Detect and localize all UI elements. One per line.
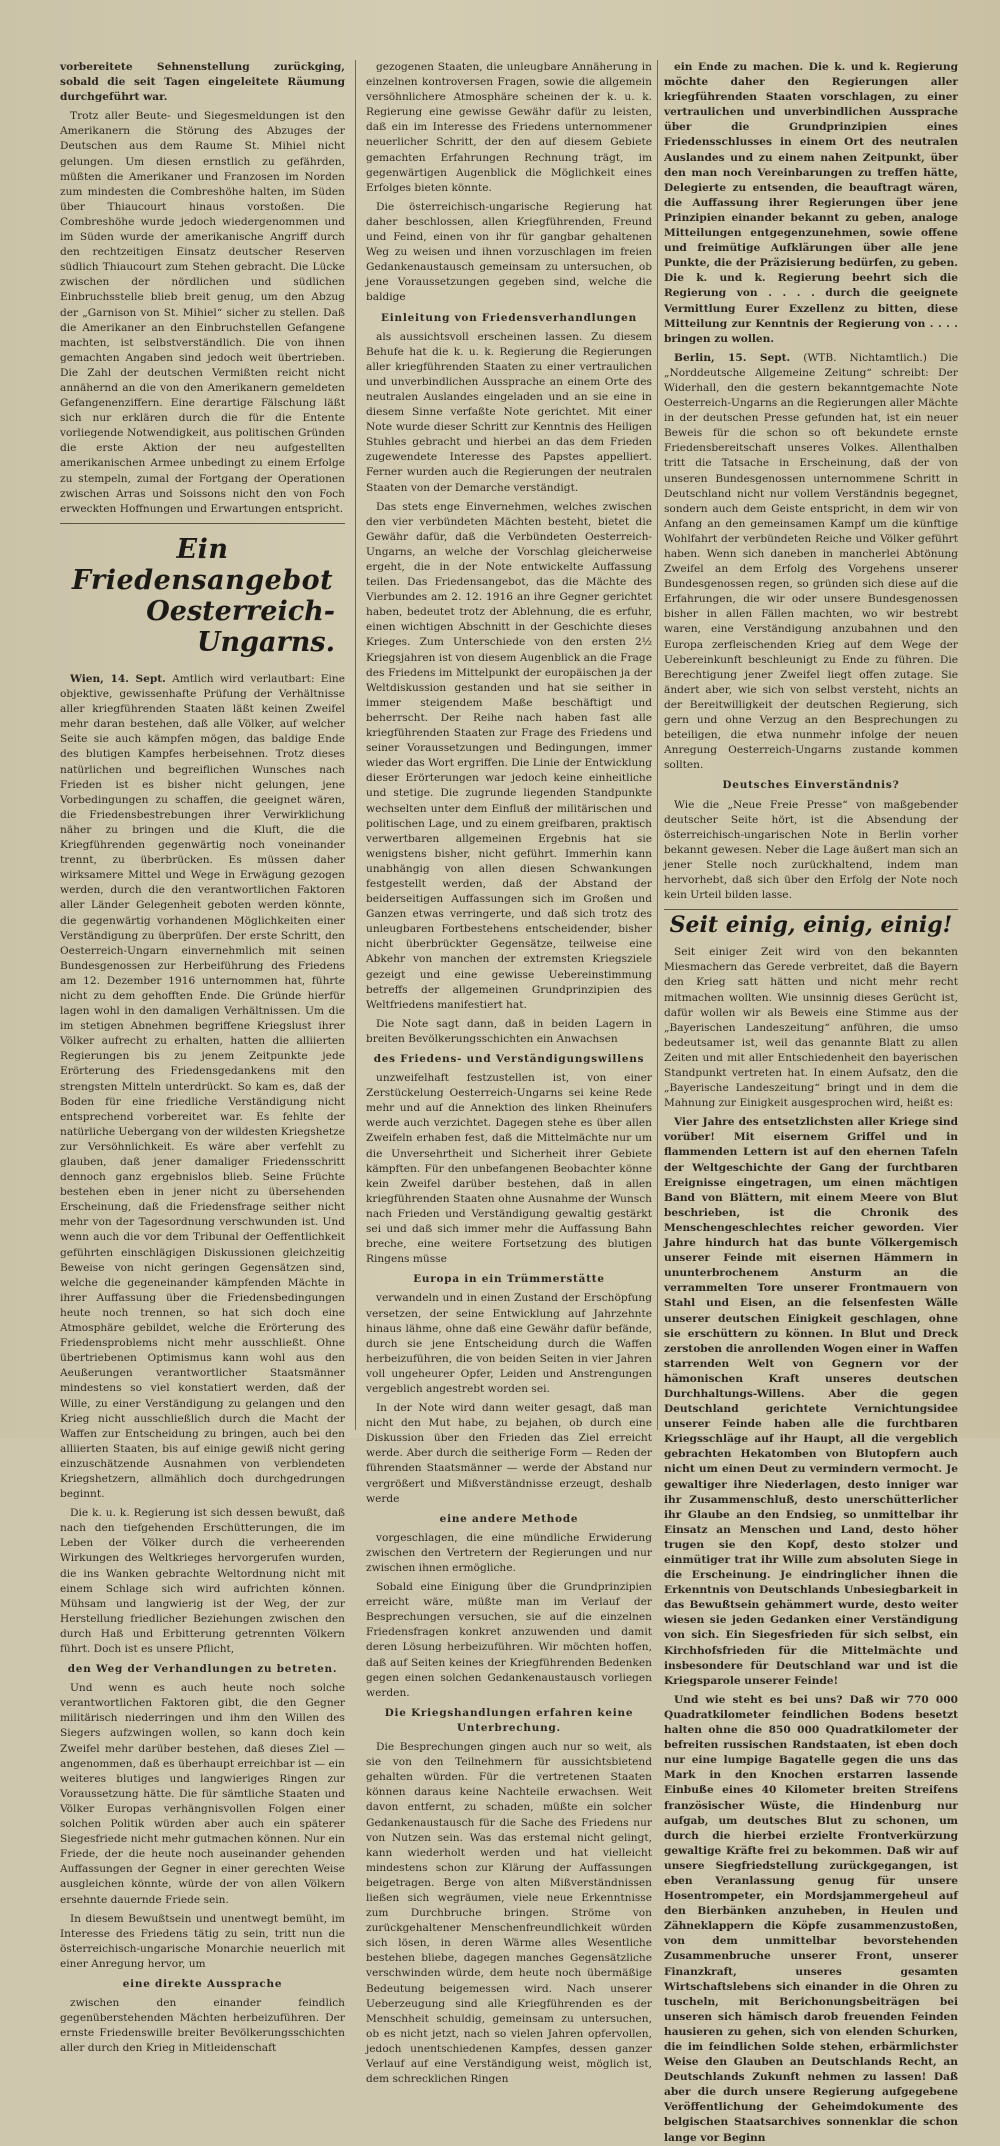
article-paragraph: Und wenn es auch heute noch solche verantwortlichen Faktoren gibt, die den Gegner militärisch niederringen und ihm den Willen des Siegers aufzwingen wollen, so kann doch kein Zweifel mehr darüber bestehen, daß dieses Ziel — angenommen, daß es überhaupt erreichbar ist — ein weiteres blutiges und langwieriges Ringen zur Voraussetzung hätte. Die für sämtliche Staaten und Völker Europas verhängnisvollen Folgen einer solchen Politik würden aber auch ein späterer Siegesfriede nicht mehr gutmachen können. Nur ein Friede, der die heute noch auseinander gehenden Auffassungen der Gegner in einer gerechten Weise ausgleichen könnte, würde der von allen Völkern ersehnte dauernde Friede sein.: [60, 1682, 345, 1906]
paragraph-text: (WTB. Nichtamtlich.) Die „Norddeutsche Allgemeine Zeitung“ schreibt: Der Widerhall, den die gestern bekanntgemachte Note Oesterreich-Ungarns an die Regierungen aller Mächte in der deutschen Presse gefunden hat, ist ein neuer Beweis für die schon so oft bekundete ernste Friedensbereitschaft unseres Volkes. Allenthalben tritt die Tatsache in Erscheinung, daß der von unseren Bundesgenossen unternommene Schritt in Deutschland nicht nur vollem Verständnis begegnet, sondern auch dem Geiste entspricht, in dem wir von Anfang an den gemeinsamen Kampf um die künftige Wohlfahrt der verbündeten Reiche und Völker geführt haben. Wenn sich daneben in mancherlei Abtönung Zweifel an dem Erfolg des Vorgehens unserer Bundesgenossen regen, so gründen sich diese auf die Erfahrungen, die wir oder unsere Bundesgenossen bisher in allen Fällen machten, wo wir bestrebt waren, eine Verständigung anzubahnen und den Europa zerfleischenden Krieg auf dem Wege der Uebereinkunft beschleunigt zu Ende zu führen. Die Berechtigung jener Zweifel liegt offen zutage. Sie ändert aber, wie sich von selbst versteht, nichts an der Bereitwilligkeit der deutschen Regierung, sich gern und ohne Verzug an den Besprechungen zu beteiligen, die etwa nunmehr infolge der neuen Anregung Oesterreich-Ungarns zustande kommen sollten.: [664, 351, 959, 772]
column-rule: [355, 60, 356, 1430]
divider: [664, 909, 958, 910]
subheading: Die Kriegshandlungen erfahren keine Unterbrechung.: [384, 1706, 634, 1734]
article-paragraph: verwandeln und in einen Zustand der Erschöpfung versetzen, der seine Entwicklung auf Jahrzehnte hinaus lähme, ohne daß eine Gewähr dafür befände, durch sie jene Entscheidung durch die Waffen herbeizuführen, die von beiden Seiten in vier Jahren voll ungeheurer Opfer, Leiden und Anstrengungen vergeblich angestrebt worden sei.: [366, 1292, 652, 1395]
article-paragraph: ein Ende zu machen. Die k. und k. Regierung möchte daher den Regierungen aller kriegführenden Staaten vorschlagen, zu einer vertraulichen und unverbindlichen Aussprache über die Grundprinzipien eines Friedensschlusses in einem Ort des neutralen Auslandes und zu einem nahen Zeitpunkt, über den man noch Vereinbarungen zu treffen hätte, Delegierte zu entsenden, die beauftragt wären, die Auffassung ihrer Regierungen über jene Prinzipien einander bekannt zu geben, analoge Mitteilungen entgegenzunehmen, sowie offene und freimütige Aufklärungen über alle jene Punkte, die der Präzisierung bedürfen, zu geben. Die k. und k. Regierung beehrt sich die Regierung von . . . . durch die geeignete Vermittlung Eurer Exzellenz zu bitten, diese Mitteilung zur Kenntnis der Regierung von . . . . bringen zu wollen.: [664, 61, 958, 345]
subheading: eine andere Methode: [439, 1512, 579, 1525]
article-paragraph: Und wie steht es bei uns? Daß wir 770 000 Quadratkilometer feindlichen Bodens besetzt halten ohne die 850 000 Quadratkilometer der befreiten russischen Randstaaten, ist eben doch nur eine lumpige Bagatelle gegen die uns das Mark in den Knochen erstarren lassende Einbuße eines 40 Kilometer breiten Streifens französischer Wüste, die Hindenburg nur aufgab, um deutsches Blut zu schonen, um durch die hierbei erzielte Frontverkürzung gewaltige Kräfte frei zu bekommen. Daß wir auf unsere Siegfriedstellung zurückgegangen, ist eben Veranlassung genug für unsere Hosentrompeter, ein Mordsjammergeheul auf den Bierbänken anzuheben, in Heulen und Zähneklappern die Köpfe zusammenzustoßen, von dem unmittelbar bevorstehenden Zusammenbruche unserer Front, unserer Finanzkraft, unseres gesamten Wirtschaftslebens sich einander in die Ohren zu tuscheln, mit Berichonungsbeiträgen bei unseren sich hämisch darob freuenden Feinden hausieren zu gehen, sich von elenden Schurken, die im feindlichen Solde stehen, erbärmlichster Weise den Glauben an Deutschlands Recht, an Deutschlands Zukunft nehmen zu lassen! Daß aber die durch unsere Regierung aufgegebene Veröffentlichung der Geheimdokumente des belgischen Staatsarchives sonnenklar die schon lange vor Beginn: [664, 1693, 958, 2144]
article-paragraph: Sobald eine Einigung über die Grundprinzipien erreicht wäre, müßte man im Verlauf der Besprechungen versuchen, sie auf die einzelnen Friedensfragen konkret anzuwenden und damit deren Lösung herbeizuführen. Wir möchten hoffen, daß auf Seiten keines der Kriegführenden Bedenken gegen einen solchen Gedankenaustausch vorliegen werden.: [366, 1581, 652, 1699]
article-paragraph: Seit einiger Zeit wird von den bekannten Miesmachern das Gerede verbreitet, daß die Bayern den Krieg satt hätten und nicht mehr recht mitmachen wollten. Wie unsinnig dieses Gerücht ist, dafür wollen wir als Beweis eine Stimme aus der „Bayerischen Landeszeitung“ anführen, die umso bedeutsamer ist, weil das genannte Blatt zu allen Zeiten und mit aller Entschiedenheit den bayerischen Standpunkt vertreten hat. In einem Aufsatz, den die „Bayerische Landeszeitung“ bringt und in dem die Mahnung zur Einigkeit ausgesprochen wird, heißt es:: [664, 946, 958, 1110]
article-paragraph: Die österreichisch-ungarische Regierung hat daher beschlossen, allen Kriegführenden, Freund und Feind, einen von ihr für gangbar gehaltenen Weg zu weisen und ihnen vorzuschlagen im freien Gedankenaustausch gemeinsam zu untersuchen, ob jene Voraussetzungen gegeben sind, welche die baldige: [366, 200, 652, 304]
column-3: [664, 60, 959, 2144]
subheading: Einleitung von Friedensverhandlungen: [381, 311, 637, 324]
article-paragraph: als aussichtsvoll erscheinen lassen. Zu diesem Behufe hat die k. u. k. Regierung die Regierungen aller kriegführenden Staaten zu einer vertraulichen und unverbindlichen Aussprache an einem Orte des neutralen Auslandes eingeladen und an sie eine in diesem Sinne verfaßte Note gerichtet. Mit einer Note wurde dieser Schritt zur Kenntnis des Heiligen Stuhles gebracht und hierbei an das dem Frieden zugewendete Interesse des Papstes appelliert. Ferner wurden auch die Regierungen der neutralen Staaten von der Demarche verständigt.: [366, 330, 652, 494]
headline-line-1: Ein Friedensangebot: [71, 533, 334, 596]
dateline: Wien, 14. Sept.: [70, 673, 166, 685]
article-paragraph: In der Note wird dann weiter gesagt, daß man nicht den Mut habe, zu bejahen, ob durch eine Diskussion über den Frieden das Ziel erreicht werde. Aber durch die seitherige Form — Reden der führenden Staatsmänner — werde der Abstand nur vergrößert und Mißverständnisse erzeugt, deshalb werde: [366, 1402, 652, 1505]
article-paragraph: Vier Jahre des entsetzlichsten aller Kriege sind vorüber! Mit eisernem Griffel und in flammenden Lettern ist auf den ehernen Tafeln der Weltgeschichte der Gang der furchtbaren Ereignisse eingetragen, um einen mächtigen Band von Blättern, mit einem Meere von Blut beschrieben, ist die Chronik des Menschengeschlechtes reicher geworden. Vier Jahre hindurch hat das bunte Völkergemisch unserer Feinde mit eisernen Hämmern in ununterbrochenem Ansturm an die verrammelten Tore unserer Frontmauern von Stahl und Eisen, an die felsenfesten Wälle unserer deutschen Einigkeit geschlagen, ohne sie erschüttern zu können. In Blut und Dreck zerstoben die anrollenden Wogen einer in Waffen starrenden Welt von Gegnern vor der hämonischen Kraft unseres deutschen Durchhaltungs-Willens. Aber die gegen Deutschland gerichtete Vernichtungsidee unserer Feinde haben alle die furchtbaren Kriegsschläge auf ihr Haupt, all die vergeblich gebrachten Hekatomben von Blutopfern auch nicht um einen Deut zu vermindern vermocht. Je gewaltiger ihre Niederlagen, desto inniger war ihr Zusammenschluß, desto unerschütterlicher ihr Glaube an den Endsieg, so unmittelbar ihr Einsatz an Menschen und Land, desto höher trugen sie den Kopf, desto stolzer und einmütiger trat ihr Wille zum absoluten Siege in die Erscheinung. Je eindringlicher ihnen die Erkenntnis von Deutschlands Unbesiegbarkeit in das Bewußtsein gehämmert wurde, desto weiter wiesen sie jeden Gedanken einer Verständigung von sich. Ein Siegesfrieden für sich selbst, ein Kirchhofsfrieden für die Mittelmächte und insbesondere für Deutschland war und ist die Kriegsparole unserer Feinde!: [664, 1116, 958, 1687]
article-paragraph: Die k. u. k. Regierung ist sich dessen bewußt, daß nach den tiefgehenden Erschütterungen, die im Leben der Völker durch die verheerenden Wirkungen des Weltkrieges hervorgerufen wurden, die ins Wanken gebrachte Weltordnung nicht mit einem Schlage sich wird aufrichten können. Mühsam und langwierig ist der Weg, der zur Herstellung friedlicher Beziehungen zwischen den durch Haß und Erbitterung getrennten Völkern führt. Doch ist es unsere Pflicht,: [60, 1507, 345, 1655]
article-paragraph: Trotz aller Beute- und Siegesmeldungen ist den Amerikanern die Störung des Abzuges der Deutschen aus dem Raume St. Mihiel nicht gelungen. Um diesen ernstlich zu gefährden, müßten die Amerikaner und Franzosen im Norden zum mindesten die Combreshöhe halten, im Süden über Thiaucourt hinaus vorstoßen. Die Combreshöhe wurde jedoch wiedergenommen und im Süden wurde der amerikanische Angriff durch den rechtzeitigen Einsatz deutscher Reserven südlich Thiaucourt zum Stehen gebracht. Die Lücke zwischen der nördlichen und südlichen Einbruchsstelle blieb breit genug, um den Abzug der „Garnison von St. Mihiel“ sicher zu stellen. Daß die Amerikaner an den Einbruchstellen Gefangene machten, ist selbstverständlich. Die von ihnen gemachten Angaben sind jedoch weit übertrieben. Die Zahl der deutschen Vermißten reicht nicht annähernd an die von den Amerikanern gemeldeten Gefangenenziffern. Eine derartige Fälschung läßt sich nur erklären durch die für die Entente vorliegende Notwendigkeit, aus politischen Gründen die erste Aktion der neu aufgestellten amerikanischen Armee unbedingt zu einem Erfolge zu stempeln, zumal der Fortgang der Operationen zwischen Arras und Soissons nicht den von Foch erweckten Hoffnungen und Erwartungen entspricht.: [60, 110, 345, 515]
article-paragraph: In diesem Bewußtsein und unentwegt bemüht, im Interesse des Friedens tätig zu sein, tritt nun die österreichisch-ungarische Monarchie neuerlich mit einer Anregung hervor, um: [60, 1912, 345, 1970]
subheading: eine direkte Aussprache: [122, 1977, 283, 1990]
article-paragraph: Wie die „Neue Freie Presse“ von maßgebender deutscher Seite hört, ist die Absendung der österreichisch-ungarischen Note in Berlin vorher bekannt gewesen. Neber die Lage äußert man sich an jener Stelle noch zurückhaltend, indem man hervorhebt, daß sich über den Erfolg der Note noch kein Urteil bilden lasse.: [664, 798, 958, 902]
subheading: Europa in ein Trümmerstätte: [413, 1273, 605, 1286]
subheading: Deutsches Einverständnis?: [722, 779, 900, 792]
column-2: [366, 60, 652, 2086]
headline-peace-offer: [60, 534, 345, 658]
headline-line-2: Oesterreich-Ungarns.: [146, 595, 335, 658]
article-paragraph: gezogenen Staaten, die unleugbare Annäherung in einzelnen kontroversen Fragen, sowie die allgemein versöhnlichere Atmosphäre scheinen der k. u. k. Regierung eine gewisse Gewähr dafür zu leisten, daß ein im Interesse des Friedens unternommener neuerlicher Schritt, der den auf diesem Gebiete gemachten Erfahrungen Rechnung trägt, im gegenwärtigen Augenblick die Möglichkeit eines Erfolges bieten könnte.: [366, 61, 652, 194]
article-paragraph: vorgeschlagen, die eine mündliche Erwiderung zwischen den Vertretern der Regierungen und nur zwischen ihnen ermögliche.: [366, 1531, 652, 1574]
dateline: Berlin, 15. Sept.: [674, 351, 791, 364]
article-paragraph: Das stets enge Einvernehmen, welches zwischen den vier verbündeten Mächten besteht, bietet die Gewähr dafür, daß die Verbündeten Oesterreich-Ungarns, an welche der Vorschlag gleicherweise ergeht, die in der Note entwickelte Auffassung teilen. Das Friedensangebot, das die Mächte des Vierbundes am 2. 12. 1916 an ihre Gegner gerichtet haben, bedeutet trotz der Ablehnung, die es erfuhr, einen wichtigen Abschnitt in der Geschichte dieses Krieges. Zum Unterschiede von den ersten 2½ Kriegsjahren ist von diesem Augenblick an die Frage des Friedens im Mittelpunkt der europäischen ja der Weltdiskussion gestanden und hat sie seither in immer steigendem Maße beschäftigt und beherrscht. Der Reihe nach haben fast alle kriegführenden Staaten zur Frage des Friedens und seiner Voraussetzungen und Bedingungen, immer wieder das Wort ergriffen. Die Linie der Entwicklung dieser Erörterungen war jedoch keine einheitliche und stetige. Die zugrunde liegenden Standpunkte wechselten unter dem Einfluß der militärischen und politischen Lage, und zu einem greifbaren, praktisch verwertbaren allgemeinen Ergebnis hat sie wenigstens bisher, nicht geführt. Immerhin kann unabhängig von allen diesen Schwankungen festgestellt werden, daß der Abstand der beiderseitigen Auffassungen sich im Großen und Ganzen etwas verringerte, und daß sich trotz des unleugbaren Fortbestehens entscheidender, bisher nicht überbrückter Gegensätze, teilweise eine Abkehr von manchen der extremsten Kriegsziele gezeigt und eine gewisse Uebereinstimmung betreffs der allgemeinen Grundprinzipien des Weltfriedens manifestiert hat.: [366, 500, 652, 1011]
paragraph-text: Amtlich wird verlautbart: Eine objektive, gewissenhafte Prüfung der Verhältnisse aller kriegführenden Staaten läßt keinen Zweifel mehr daran bestehen, daß alle Völker, auf welcher Seite sie auch kämpfen mögen, das baldige Ende des blutigen Kampfes herbeisehnen. Trotz dieses natürlichen und begreiflichen Wunsches nach Frieden ist es bisher nicht gelungen, jene Vorbedingungen zu schaffen, die geeignet wären, die Friedensbestrebungen ihrer Verwirklichung näher zu bringen und die Kluft, die die Kriegführenden gegenwärtig noch voneinander trennt, zu überbrücken. Es müssen daher wirksamere Mittel und Wege in Erwägung gezogen werden, durch die den verantwortlichen Faktoren aller Länder Gelegenheit geboten werden könnte, die gegenwärtig vorhandenen Möglichkeiten einer Verständigung zu überprüfen. Der erste Schritt, den Oesterreich-Ungarn einvernehmlich mit seinen Bundesgenossen zur Herbeiführung des Friedens am 12. Dezember 1916 unternommen hat, führte nicht zu dem gehofften Ende. Die Gründe hierfür lagen wohl in den damaligen Verhältnissen. Um die im stetigen Abnehmen begriffene Kriegslust ihrer Völker aufrecht zu erhalten, hatten die alliierten Regierungen bis zu jenem Zeitpunkte jede Erörterung des Friedensgedankens mit den strengsten Mitteln unterdrückt. So kam es, daß der Boden für eine friedliche Verständigung nicht entsprechend vorbereitet war. Es fehlte der natürliche Uebergang von der wildesten Kriegshetze zur Versöhnlichkeit. Es wäre aber verfehlt zu glauben, daß jener damaliger Friedensschritt dennoch ganz ergebnislos blieb. Seine Früchte bestehen eben in jener nicht zu übersehenden Erscheinung, daß die Friedensfrage seither nicht mehr von der Tagesordnung verschwunden ist. Und wenn auch die vor dem Tribunal der Oeffentlichkeit geführten einschlägigen Diskussionen gleichzeitig Beweise von nicht geringen Gegensätzen sind, welche die gegeneinander kämpfenden Mächte in ihrer Auffassung über die Friedensbedingungen heute noch trennen, so hat sich doch eine Atmosphäre gebildet, welche die Erörterung des Friedensproblems nicht mehr ausschließt. Ohne übertriebenen Optimismus kann wohl aus den Aeußerungen verantwortlicher Staatsmänner mindestens so viel konstatiert werden, daß der Wille, zu einer Verständigung zu gelangen und den Krieg nicht ausschließlich durch die Macht der Waffen zur Entscheidung zu bringen, auch bei den alliierten Staaten, bis auf einige gewiß nicht gering einzuschätzende Ausnahmen von verblendeten Kriegshetzern, allmählich doch durchgedrungen beginnt.: [60, 673, 345, 1501]
article-paragraph: Die Note sagt dann, daß in beiden Lagern in breiten Bevölkerungsschichten ein Anwachsen: [366, 1017, 652, 1045]
subheading: des Friedens- und Verständigungswillens: [373, 1053, 645, 1065]
subheading: den Weg der Verhandlungen zu betreten.: [67, 1663, 338, 1676]
article-paragraph: Die Besprechungen gingen auch nur so weit, als sie von den Teilnehmern für aussichtsbietend gehalten würden. Für die vertretenen Staaten können daraus keine Nachteile erwachsen. Weit davon entfernt, zu schaden, müßte ein solcher Gedankenaustausch für die Sache des Friedens nur von Nutzen sein. Was das erstemal nicht gelingt, kann wiederholt werden und hat vielleicht mindestens schon zur Klärung der Auffassungen beigetragen. Berge von alten Mißverständnissen ließen sich wegräumen, viele neue Erkenntnisse zum Durchbruche bringen. Ströme von zurückgehaltener Menschenfreundlichkeit würden sich lösen, in deren Wärme alles Wesentliche bestehen bliebe, dagegen manches Gegensätzliche verschwinden würde, dem heute noch übermäßige Bedeutung beigemessen wird. Nach unserer Ueberzeugung sind alle Kriegführenden es der Menschheit schuldig, gemeinsam zu untersuchen, ob es nicht jetzt, nach so vielen Jahren opfervollen, jedoch unentschiedenen Kampfes, dessen ganzer Verlauf auf eine Verständigung weist, möglich ist, dem schrecklichen Ringen: [366, 1741, 652, 2086]
intro-paragraph: vorbereitete Sehnenstellung zurückging, sobald die seit Tagen eingeleitete Räumung durchgeführt war.: [60, 61, 345, 104]
article-paragraph: unzweifelhaft festzustellen ist, von einer Zerstückelung Oesterreich-Ungarns sei keine Rede mehr und auf die Annektion des linken Rheinufers werde auch verzichtet. Dagegen stehe es über allen Zweifeln erhaben fest, daß die Mittelmächte nur um die Unversehrtheit und Sicherheit ihrer Gebiete kämpften. Für den unbefangenen Beobachter könne kein Zweifel darüber bestehen, daß in allen kriegführenden Staaten ohne Ausnahme der Wunsch nach Frieden und Verständigung gewaltig gestärkt sei und daß sich immer mehr die Auffassung Bahn breche, eine weitere Fortsetzung des blutigen Ringens müsse: [366, 1072, 652, 1266]
article-paragraph: zwischen den einander feindlich gegenüberstehenden Mächten herbeizuführen. Der ernste Friedenswille breiter Bevölkerungsschichten aller durch den Krieg in Mitleidenschaft: [60, 1997, 345, 2055]
column-rule: [657, 60, 658, 1430]
column-1: [60, 60, 345, 2055]
headline-unity: Seit einig, einig, einig!: [669, 912, 953, 939]
article-paragraph: [60, 672, 345, 1502]
divider: [60, 523, 345, 524]
article-paragraph: [664, 351, 958, 774]
